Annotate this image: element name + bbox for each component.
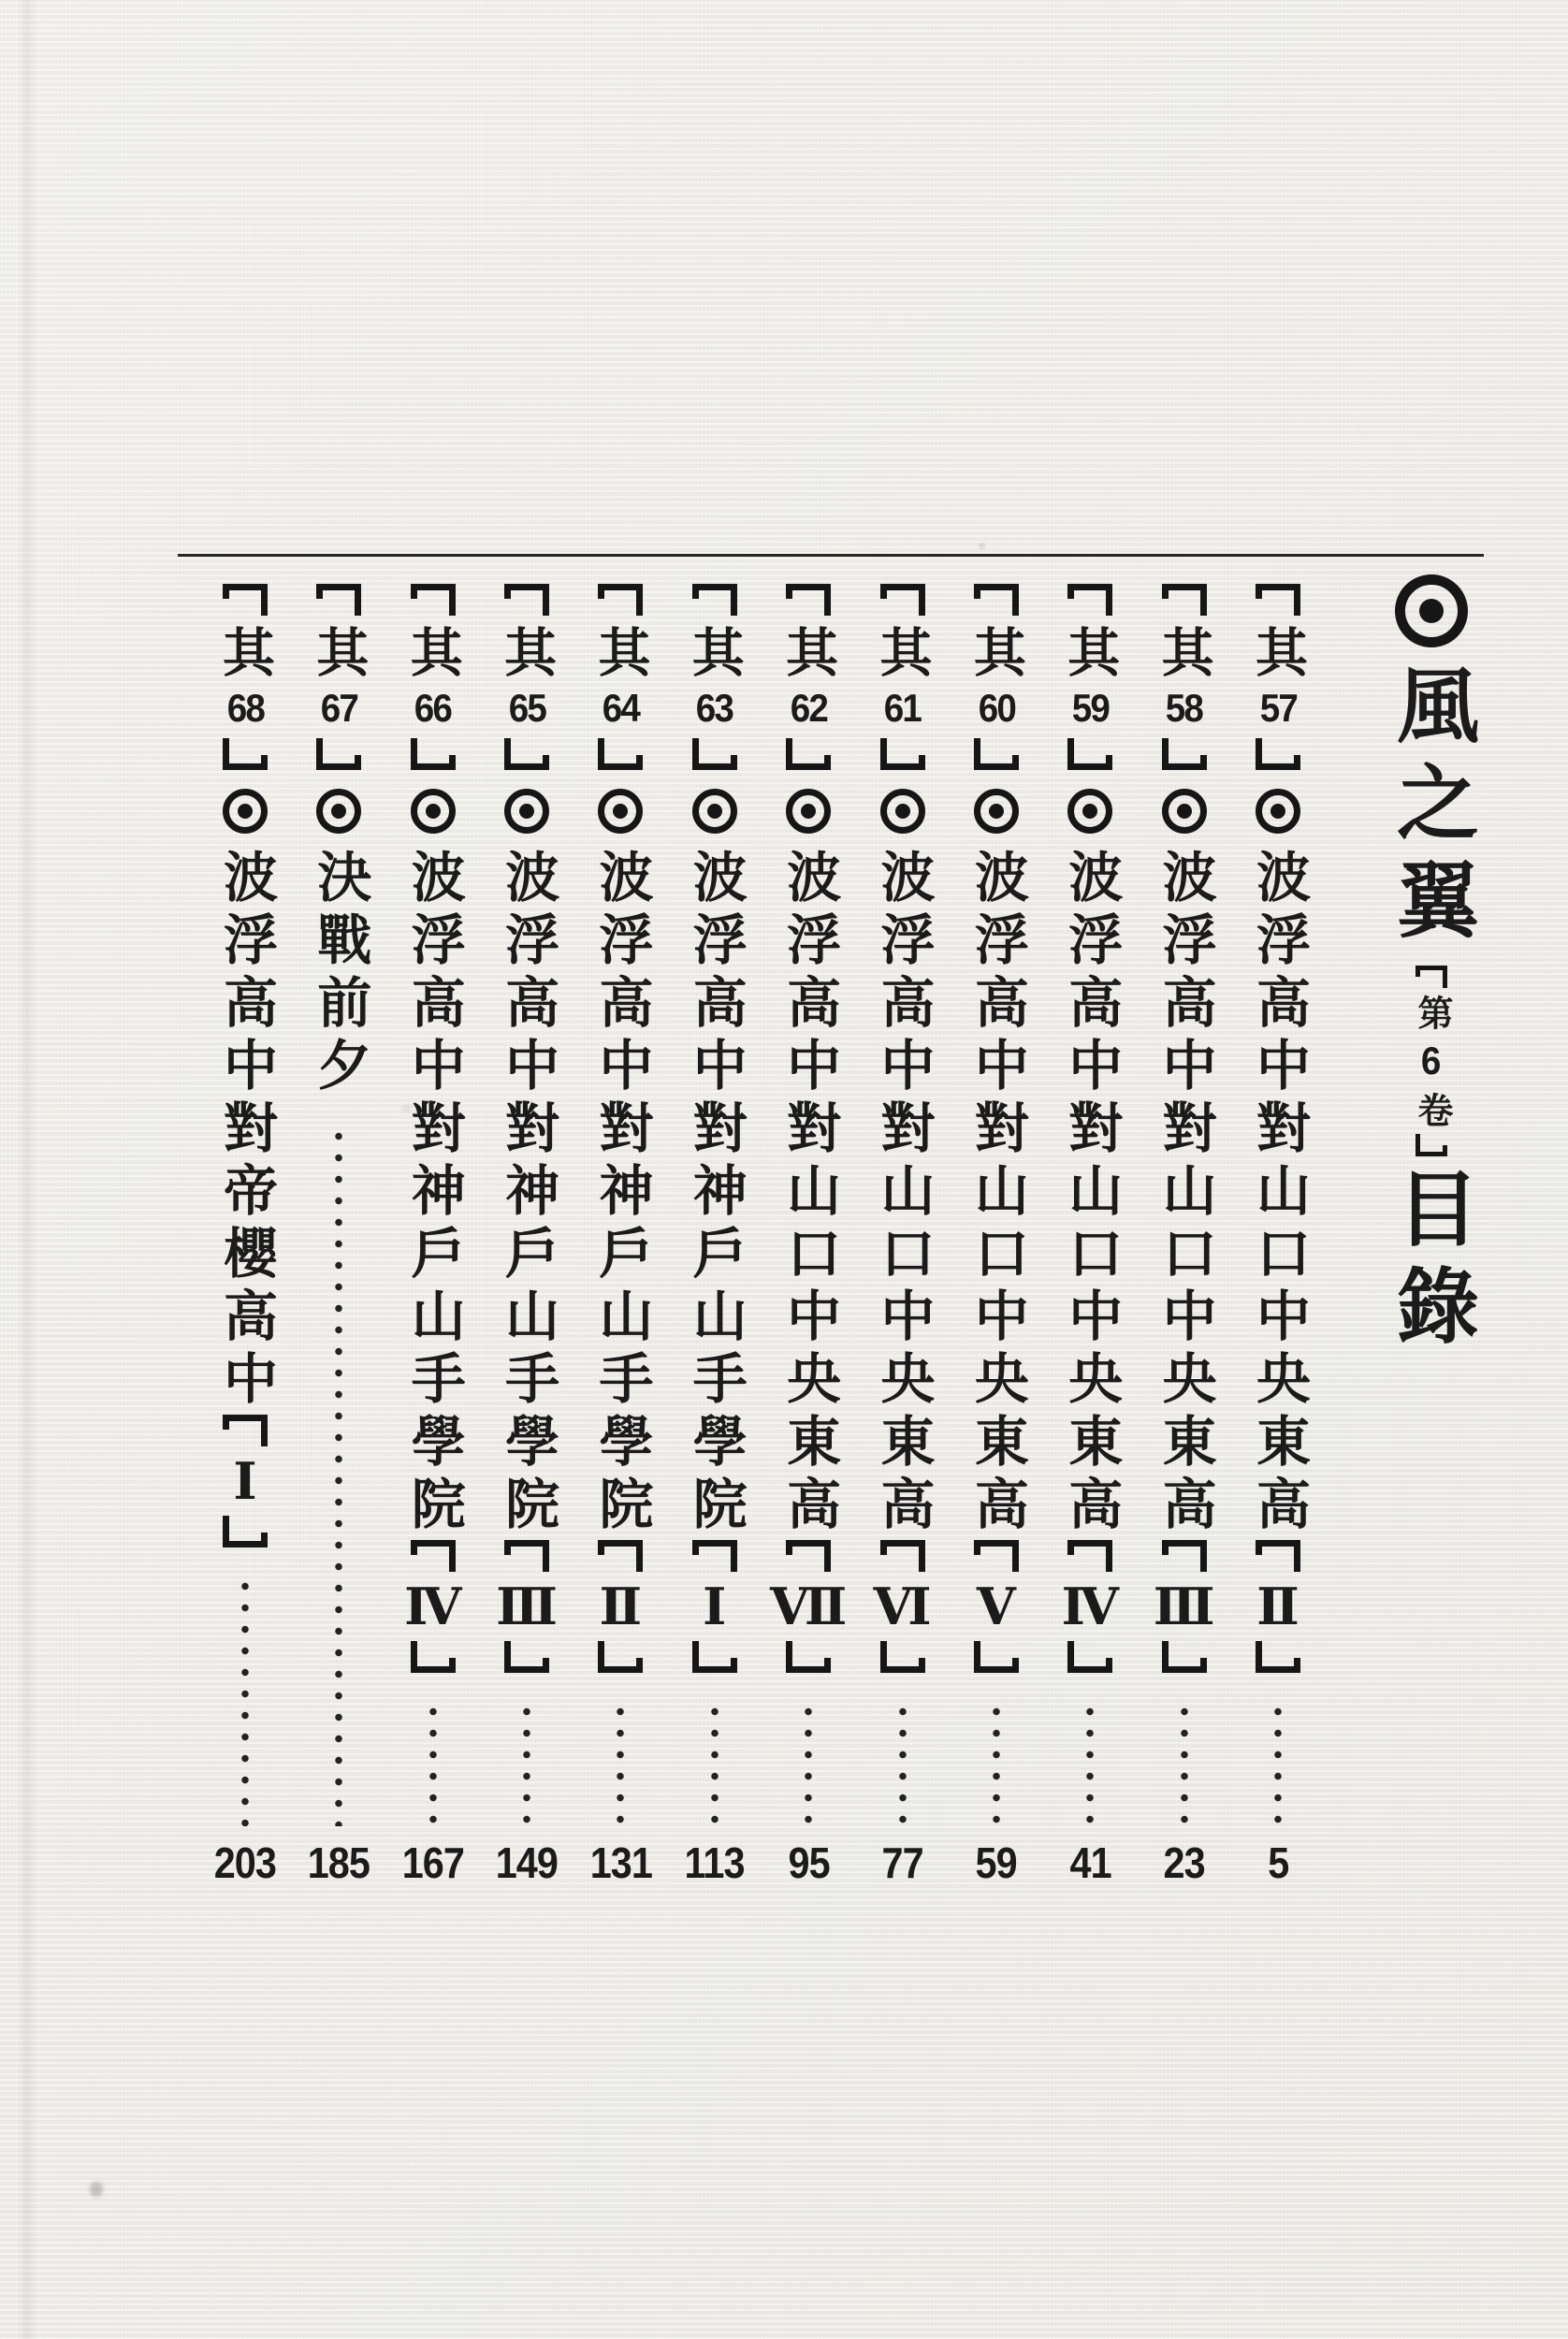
chapter-prefix: 其 [310, 625, 370, 677]
corner-bracket-close-icon [411, 738, 456, 770]
chapter-part-numeral: Ⅳ [1061, 1576, 1119, 1636]
chapter-part-numeral: Ⅰ [233, 1451, 257, 1511]
corner-bracket-open-icon [598, 1540, 643, 1572]
page-number: 185 [308, 1838, 370, 1887]
corner-bracket-open-icon [974, 584, 1019, 616]
corner-bracket-close-icon [1162, 738, 1207, 770]
dotted-leader [1179, 1701, 1190, 1826]
chapter-title: 波浮高中對山口中央東高 [965, 849, 1027, 1538]
corner-bracket-close-icon [504, 738, 549, 770]
page-number: 77 [881, 1838, 923, 1887]
corner-bracket-open-icon [223, 1415, 268, 1446]
corner-bracket-open-icon [880, 584, 925, 616]
chapter-title: 波浮高中對山口中央東高 [1247, 849, 1309, 1538]
bullseye-icon [411, 789, 456, 834]
dotted-leader [1084, 1701, 1096, 1826]
chapter-prefix: 其 [873, 625, 933, 677]
chapter-number: 63 [696, 686, 733, 730]
corner-bracket-open-icon [1067, 1540, 1112, 1572]
chapter-column [856, 582, 950, 1887]
chapter-column [292, 582, 385, 1887]
corner-bracket-open-icon [504, 1540, 549, 1572]
dotted-leader [428, 1701, 439, 1826]
chapter-number: 59 [1071, 686, 1109, 730]
chapter-number: 58 [1165, 686, 1203, 730]
chapter-number: 60 [978, 686, 1015, 730]
paper-speck [979, 543, 985, 549]
corner-bracket-close-icon [1416, 1134, 1447, 1156]
chapter-number: 66 [414, 686, 452, 730]
corner-bracket-close-icon [316, 738, 361, 770]
chapter-column [386, 582, 480, 1887]
page-number: 203 [213, 1838, 277, 1887]
header-rule [178, 554, 1484, 557]
chapter-part-numeral: Ⅳ [404, 1576, 462, 1636]
chapter-prefix: 其 [591, 625, 651, 677]
page-number: 41 [1069, 1838, 1111, 1887]
page-number: 149 [495, 1838, 559, 1887]
corner-bracket-open-icon [786, 584, 831, 616]
corner-bracket-open-icon [1256, 1540, 1300, 1572]
bullseye-icon [1162, 789, 1207, 834]
dotted-leader [991, 1701, 1002, 1826]
chapter-number: 62 [790, 686, 827, 730]
chapter-number: 67 [320, 686, 358, 730]
corner-bracket-close-icon [692, 1641, 737, 1673]
dotted-leader [709, 1701, 720, 1826]
corner-bracket-close-icon [1067, 738, 1112, 770]
chapter-prefix: 其 [685, 625, 745, 677]
corner-bracket-close-icon [1256, 738, 1300, 770]
page-number: 23 [1163, 1838, 1205, 1887]
chapter-column [1138, 582, 1231, 1887]
dotted-leader [240, 1576, 251, 1826]
dotted-leader [803, 1701, 814, 1826]
series-title: 風之翼 [1386, 662, 1478, 954]
corner-bracket-close-icon [786, 738, 831, 770]
chapter-column [950, 582, 1043, 1887]
bullseye-icon [1395, 574, 1468, 647]
volume-tag [1414, 966, 1449, 1156]
dotted-leader [333, 1126, 344, 1826]
chapter-column [198, 582, 292, 1887]
chapter-prefix: 其 [779, 625, 839, 677]
chapter-title: 波浮高中對山口中央東高 [778, 849, 840, 1538]
bullseye-icon [880, 789, 925, 834]
chapter-part-numeral: Ⅱ [599, 1576, 643, 1636]
volume-number: 6 [1421, 1039, 1442, 1082]
corner-bracket-open-icon [316, 584, 361, 616]
bullseye-icon [504, 789, 549, 834]
chapter-title: 波浮高中對山口中央東高 [872, 849, 934, 1538]
chapter-part-numeral: Ⅲ [1153, 1576, 1215, 1636]
dotted-leader [521, 1701, 532, 1826]
corner-bracket-close-icon [411, 1641, 456, 1673]
chapter-title: 波浮高中對神戶山手學院 [497, 849, 559, 1538]
chapter-part-numeral: Ⅶ [769, 1576, 848, 1636]
corner-bracket-close-icon [598, 738, 643, 770]
corner-bracket-close-icon [880, 1641, 925, 1673]
corner-bracket-close-icon [692, 738, 737, 770]
bullseye-icon [692, 789, 737, 834]
corner-bracket-close-icon [1256, 1641, 1300, 1673]
volume-prefix: 第 [1412, 995, 1451, 1030]
dotted-leader [615, 1701, 626, 1826]
chapter-column [480, 582, 573, 1887]
corner-bracket-open-icon [786, 1540, 831, 1572]
chapter-number: 61 [883, 686, 922, 730]
dotted-leader [1272, 1701, 1284, 1826]
chapter-column [573, 582, 667, 1887]
corner-bracket-close-icon [598, 1641, 643, 1673]
bullseye-icon [1256, 789, 1300, 834]
dotted-leader [897, 1701, 908, 1826]
bullseye-icon [786, 789, 831, 834]
bullseye-icon [316, 789, 361, 834]
chapter-column [762, 582, 855, 1887]
chapter-title: 波浮高中對帝櫻高中 [215, 849, 276, 1413]
title-column [1377, 574, 1486, 1398]
bullseye-icon [1067, 789, 1112, 834]
chapter-prefix: 其 [216, 625, 275, 677]
volume-suffix: 卷 [1412, 1092, 1451, 1127]
corner-bracket-open-icon [1162, 584, 1207, 616]
paper-crease [17, 0, 37, 2339]
corner-bracket-open-icon [692, 584, 737, 616]
corner-bracket-open-icon [223, 584, 268, 616]
chapter-prefix: 其 [498, 625, 558, 677]
toc-label: 目錄 [1386, 1166, 1478, 1360]
corner-bracket-close-icon [1162, 1641, 1207, 1673]
corner-bracket-close-icon [880, 738, 925, 770]
chapter-title: 波浮高中對山口中央東高 [1154, 849, 1215, 1538]
corner-bracket-open-icon [504, 584, 549, 616]
chapter-column [668, 582, 762, 1887]
page-number: 95 [788, 1838, 830, 1887]
corner-bracket-open-icon [1162, 1540, 1207, 1572]
corner-bracket-open-icon [880, 1540, 925, 1572]
chapter-prefix: 其 [1154, 625, 1214, 677]
chapter-number: 68 [226, 686, 264, 730]
page-number: 131 [589, 1838, 652, 1887]
corner-bracket-close-icon [974, 738, 1019, 770]
corner-bracket-open-icon [411, 1540, 456, 1572]
corner-bracket-close-icon [786, 1641, 831, 1673]
corner-bracket-close-icon [974, 1641, 1019, 1673]
chapters-row [198, 582, 1325, 1887]
chapter-title: 決戰前夕 [309, 849, 370, 1099]
chapter-number: 57 [1259, 686, 1297, 730]
chapter-number: 64 [602, 686, 640, 730]
chapter-prefix: 其 [1061, 625, 1121, 677]
bullseye-icon [223, 789, 268, 834]
chapter-title: 波浮高中對神戶山手學院 [590, 849, 652, 1538]
chapter-part-numeral: Ⅱ [1256, 1576, 1299, 1636]
corner-bracket-open-icon [1416, 966, 1447, 988]
corner-bracket-close-icon [223, 1516, 268, 1547]
chapter-column [1231, 582, 1325, 1887]
corner-bracket-open-icon [692, 1540, 737, 1572]
chapter-number: 65 [508, 686, 545, 730]
paper-speck [90, 2182, 103, 2197]
corner-bracket-close-icon [223, 738, 268, 770]
corner-bracket-open-icon [411, 584, 456, 616]
page-number: 5 [1267, 1838, 1289, 1887]
corner-bracket-open-icon [1067, 584, 1112, 616]
corner-bracket-open-icon [598, 584, 643, 616]
corner-bracket-close-icon [504, 1641, 549, 1673]
chapter-title: 波浮高中對山口中央東高 [1060, 849, 1122, 1538]
chapter-part-numeral: Ⅲ [496, 1576, 558, 1636]
chapter-prefix: 其 [403, 625, 463, 677]
chapter-column [1043, 582, 1137, 1887]
chapter-title: 波浮高中對神戶山手學院 [684, 849, 746, 1538]
chapter-prefix: 其 [1248, 625, 1308, 677]
chapter-title: 波浮高中對神戶山手學院 [402, 849, 464, 1538]
chapter-part-numeral: Ⅰ [703, 1576, 727, 1636]
chapter-part-numeral: Ⅴ [976, 1576, 1016, 1636]
corner-bracket-open-icon [1256, 584, 1300, 616]
corner-bracket-close-icon [1067, 1641, 1112, 1673]
bullseye-icon [598, 789, 643, 834]
page-number: 59 [975, 1838, 1017, 1887]
chapter-prefix: 其 [966, 625, 1026, 677]
page-number: 113 [684, 1838, 745, 1887]
chapter-part-numeral: Ⅵ [873, 1576, 932, 1636]
bullseye-icon [974, 789, 1019, 834]
page-number: 167 [401, 1838, 464, 1887]
corner-bracket-open-icon [974, 1540, 1019, 1572]
